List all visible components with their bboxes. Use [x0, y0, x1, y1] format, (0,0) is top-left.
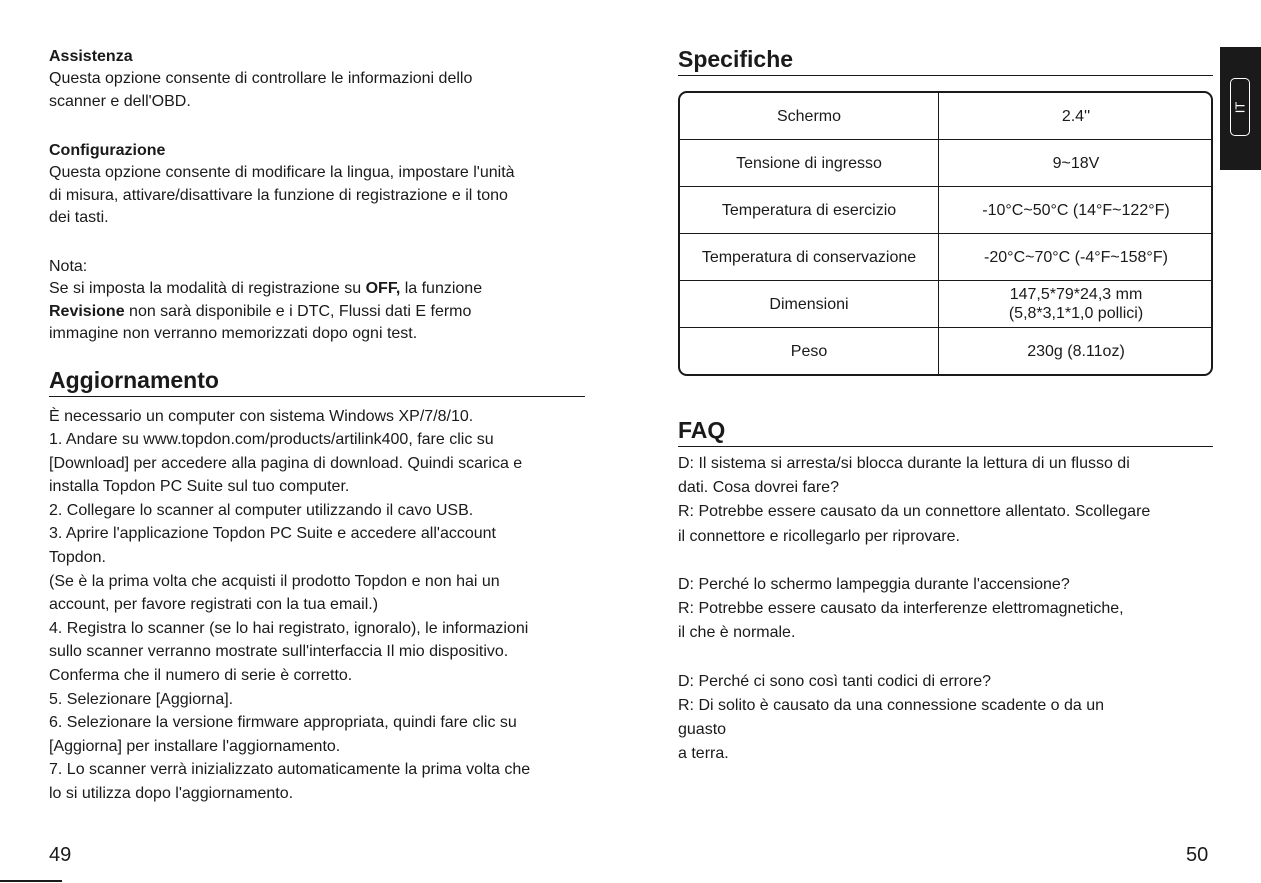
aggiornamento-line: [Download] per accedere alla pagina di download. Quindi scarica e [49, 454, 523, 472]
nota-label: Nota: [49, 257, 88, 275]
aggiornamento-line: 5. Selezionare [Aggiorna]. [49, 690, 234, 708]
nota-text: Se si imposta la modalità di registrazione su [49, 280, 366, 297]
aggiornamento-line: [Aggiorna] per installare l'aggiornamento. [49, 737, 341, 755]
aggiornamento-line: 3. Aprire l'applicazione Topdon PC Suite e accedere all'account [49, 525, 496, 543]
aggiornamento-heading: Aggiornamento [49, 366, 585, 397]
spec-value: -10°C~50°C (14°F~122°F) [939, 187, 1214, 234]
configurazione-line: dei tasti. [49, 209, 109, 226]
aggiornamento-line: lo si utilizza dopo l'aggiornamento. [49, 785, 294, 802]
right-page [678, 0, 1213, 883]
configurazione-line: di misura, attivare/disattivare la funzione di registrazione e il tono [49, 186, 508, 204]
spec-row [680, 281, 1213, 328]
aggiornamento-line: 4. Registra lo scanner (se lo hai registrato, ignoralo), le informazioni [49, 619, 529, 637]
faq-line [678, 549, 1213, 573]
nota-line: immagine non verranno memorizzati dopo ogni test. [49, 325, 418, 342]
aggiornamento-line: sullo scanner verranno mostrate sull'interfaccia Il mio dispositivo. [49, 643, 509, 661]
spec-key: Dimensioni [680, 281, 939, 328]
spec-value: 230g (8.11oz) [1027, 342, 1125, 360]
nota-bold: Revisione [49, 302, 125, 320]
nota-text: non sarà disponibile e i DTC, Flussi dati E fermo [124, 302, 472, 320]
spec-key: Peso [680, 328, 939, 375]
spec-key: Schermo [680, 93, 939, 140]
configurazione-title: Configurazione [49, 142, 166, 159]
faq-line [678, 646, 1213, 670]
spec-value: -20°C~70°C (-4°F~158°F) [939, 234, 1214, 281]
aggiornamento-line: 7. Lo scanner verrà inizializzato automaticamente la prima volta che [49, 761, 531, 779]
assistenza-title: Assistenza [49, 48, 133, 65]
spec-key: Tensione di ingresso [680, 140, 939, 187]
language-tab-label: IT [1232, 101, 1248, 113]
aggiornamento-line: installa Topdon PC Suite sul tuo computer. [49, 478, 350, 496]
spec-row [680, 187, 1213, 234]
spec-row [680, 234, 1213, 281]
aggiornamento-line: 2. Collegare lo scanner al computer utilizzando il cavo USB. [49, 501, 474, 519]
faq-line: il che è normale. [678, 624, 796, 642]
aggiornamento-line: 1. Andare su www.topdon.com/products/artilink400, fare clic su [49, 431, 494, 449]
faq-line: R: Potrebbe essere causato da un connettore allentato. Scollegare [678, 503, 1151, 521]
language-tab-label-box [1230, 78, 1250, 136]
faq-line: il connettore e ricollegarlo per riprovare. [678, 527, 960, 545]
faq-line: a terra. [678, 745, 729, 763]
spec-value: 9~18V [939, 140, 1214, 187]
faq-line: D: Il sistema si arresta/si blocca durante la lettura di un flusso di [678, 455, 1130, 472]
faq-line: R: Di solito è causato da una connessione scadente o da un [678, 697, 1105, 714]
spec-value [939, 281, 1214, 328]
page-number-left: 49 [49, 844, 72, 866]
assistenza-line: scanner e dell'OBD. [49, 92, 191, 110]
aggiornamento-line: Topdon. [49, 549, 106, 567]
faq-line: guasto [678, 721, 727, 739]
aggiornamento-line: account, per favore registrati con la tua email.) [49, 596, 379, 614]
assistenza-line: Questa opzione consente di controllare le informazioni dello [49, 70, 473, 87]
nota-line [49, 278, 585, 301]
spec-table [678, 91, 1213, 376]
spec-key: Temperatura di conservazione [680, 234, 939, 281]
spec-row [680, 140, 1213, 187]
language-tab [1220, 47, 1261, 170]
nota-text: la funzione [400, 280, 483, 297]
faq-body [678, 452, 1213, 767]
nota-bold: OFF, [365, 280, 401, 297]
nota-line [49, 301, 585, 324]
page-number-right: 50 [1186, 844, 1209, 866]
faq-line: D: Perché ci sono così tanti codici di errore? [678, 672, 992, 690]
spec-value-line: (5,8*3,1*1,0 pollici) [1008, 305, 1144, 322]
aggiornamento-line: (Se è la prima volta che acquisti il prodotto Topdon e non hai un [49, 572, 500, 590]
aggiornamento-body [49, 405, 585, 806]
specifiche-heading: Specifiche [678, 45, 1213, 76]
faq-line: R: Potrebbe essere causato da interferenze elettromagnetiche, [678, 600, 1124, 618]
faq-heading: FAQ [678, 416, 1213, 447]
faq-line: D: Perché lo schermo lampeggia durante l'accensione? [678, 576, 1070, 593]
spec-value-line: 147,5*79*24,3 mm [1009, 286, 1143, 303]
aggiornamento-line: È necessario un computer con sistema Windows XP/7/8/10. [49, 407, 474, 425]
aggiornamento-line: Conferma che il numero di serie è corretto. [49, 667, 353, 685]
aggiornamento-line: 6. Selezionare la versione firmware appropriata, quindi fare clic su [49, 714, 517, 732]
spec-value: 2.4'' [939, 93, 1214, 140]
bottom-rule [0, 880, 62, 882]
left-page [49, 0, 585, 883]
faq-line: dati. Cosa dovrei fare? [678, 479, 839, 497]
configurazione-line: Questa opzione consente di modificare la lingua, impostare l'unità [49, 164, 515, 181]
spec-row [680, 328, 1213, 375]
spec-row [680, 93, 1213, 140]
spec-key: Temperatura di esercizio [680, 187, 939, 234]
